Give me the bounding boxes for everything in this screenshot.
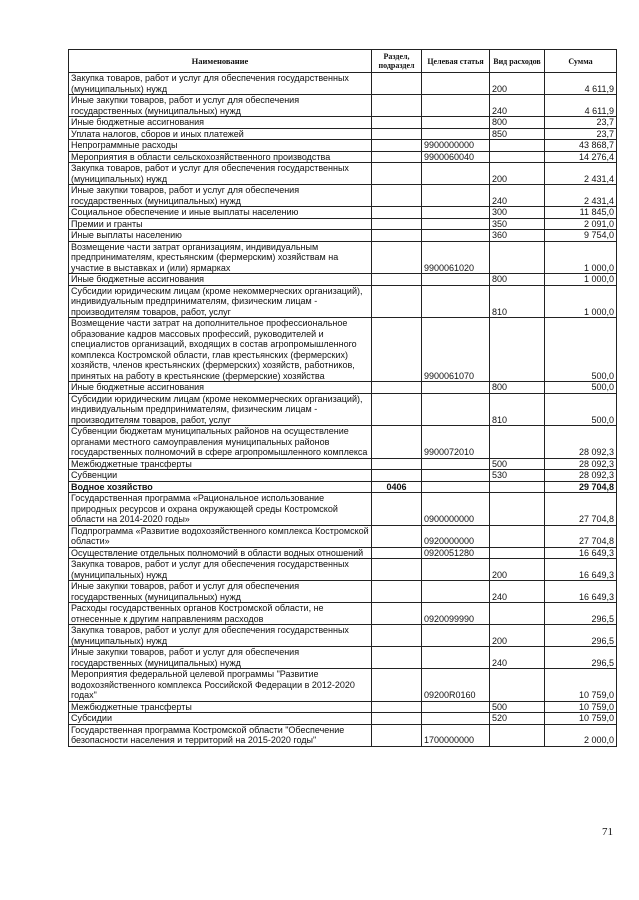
- row-name: Социальное обеспечение и иные выплаты населению: [69, 207, 372, 219]
- table-row: [69, 241, 617, 274]
- table-row: [69, 547, 617, 559]
- row-vid: 240: [490, 95, 545, 117]
- table-row: [69, 140, 617, 152]
- row-name: Иные бюджетные ассигнования: [69, 274, 372, 286]
- row-target: 9900000000: [422, 140, 490, 152]
- row-target: [422, 285, 490, 318]
- row-section: [372, 547, 422, 559]
- row-section: [372, 151, 422, 163]
- row-section: [372, 581, 422, 603]
- table-row: [69, 470, 617, 482]
- row-vid: [490, 525, 545, 547]
- table-row: [69, 724, 617, 746]
- row-name: Иные закупки товаров, работ и услуг для обеспечения государственных (муниципальных) нужд: [69, 581, 372, 603]
- table-row: [69, 426, 617, 459]
- row-vid: 240: [490, 581, 545, 603]
- row-name: Мероприятия федеральной целевой программы "Развитие водохозяйственного комплекса Российской Федерации в 2012-2020 годах": [69, 669, 372, 702]
- budget-page: [68, 49, 616, 747]
- row-sum: 10 759,0: [545, 713, 617, 725]
- row-target: [422, 470, 490, 482]
- row-sum: 16 649,3: [545, 547, 617, 559]
- row-sum: 23,7: [545, 117, 617, 129]
- table-row: [69, 128, 617, 140]
- row-target: 0920099990: [422, 603, 490, 625]
- row-vid: 520: [490, 713, 545, 725]
- table-row: [69, 230, 617, 242]
- row-vid: 810: [490, 285, 545, 318]
- row-vid: 200: [490, 625, 545, 647]
- row-sum: 1 000,0: [545, 285, 617, 318]
- table-row: [69, 481, 617, 493]
- row-target: [422, 647, 490, 669]
- row-name: Уплата налогов, сборов и иных платежей: [69, 128, 372, 140]
- header-name: Наименование: [69, 50, 372, 73]
- row-section: [372, 647, 422, 669]
- table-row: [69, 274, 617, 286]
- row-name: Иные закупки товаров, работ и услуг для обеспечения государственных (муниципальных) нужд: [69, 95, 372, 117]
- row-target: [422, 73, 490, 95]
- row-section: [372, 559, 422, 581]
- row-name: Субвенции: [69, 470, 372, 482]
- row-target: 9900061070: [422, 318, 490, 382]
- table-row: [69, 625, 617, 647]
- row-vid: 350: [490, 218, 545, 230]
- row-section: [372, 140, 422, 152]
- row-name: Иные бюджетные ассигнования: [69, 382, 372, 394]
- row-vid: 240: [490, 647, 545, 669]
- row-target: 0900000000: [422, 493, 490, 526]
- row-section: [372, 95, 422, 117]
- row-sum: 29 704,8: [545, 481, 617, 493]
- table-row: [69, 458, 617, 470]
- table-row: [69, 218, 617, 230]
- row-vid: [490, 140, 545, 152]
- row-vid: [490, 493, 545, 526]
- row-target: [422, 218, 490, 230]
- header-target: Целевая статья: [422, 50, 490, 73]
- header-sum: Сумма: [545, 50, 617, 73]
- row-name: Иные бюджетные ассигнования: [69, 117, 372, 129]
- row-section: [372, 669, 422, 702]
- row-target: [422, 581, 490, 603]
- row-target: [422, 393, 490, 426]
- row-target: 1700000000: [422, 724, 490, 746]
- row-section: [372, 285, 422, 318]
- row-target: [422, 185, 490, 207]
- row-sum: 28 092,3: [545, 458, 617, 470]
- table-row: [69, 493, 617, 526]
- row-target: [422, 713, 490, 725]
- row-target: [422, 382, 490, 394]
- row-sum: 296,5: [545, 625, 617, 647]
- row-name: Закупка товаров, работ и услуг для обеспечения государственных (муниципальных) нужд: [69, 625, 372, 647]
- row-target: [422, 95, 490, 117]
- table-row: [69, 73, 617, 95]
- row-name: Государственная программа «Рациональное использование природных ресурсов и охрана окружающей среды Костромской области на 2014-2020 годы»: [69, 493, 372, 526]
- row-sum: 28 092,3: [545, 426, 617, 459]
- row-vid: 800: [490, 382, 545, 394]
- row-section: [372, 230, 422, 242]
- row-sum: 16 649,3: [545, 559, 617, 581]
- row-sum: 10 759,0: [545, 701, 617, 713]
- row-vid: 800: [490, 117, 545, 129]
- table-row: [69, 713, 617, 725]
- row-sum: 23,7: [545, 128, 617, 140]
- row-section: [372, 218, 422, 230]
- row-section: [372, 470, 422, 482]
- row-name: Иные закупки товаров, работ и услуг для обеспечения государственных (муниципальных) нужд: [69, 647, 372, 669]
- row-sum: 4 611,9: [545, 73, 617, 95]
- row-name: Закупка товаров, работ и услуг для обеспечения государственных (муниципальных) нужд: [69, 73, 372, 95]
- row-section: [372, 117, 422, 129]
- row-vid: [490, 318, 545, 382]
- row-sum: 9 754,0: [545, 230, 617, 242]
- row-sum: 2 431,4: [545, 185, 617, 207]
- row-sum: 296,5: [545, 603, 617, 625]
- row-vid: 300: [490, 207, 545, 219]
- row-sum: 27 704,8: [545, 493, 617, 526]
- row-sum: 16 649,3: [545, 581, 617, 603]
- row-sum: 4 611,9: [545, 95, 617, 117]
- row-section: [372, 701, 422, 713]
- row-target: 9900061020: [422, 241, 490, 274]
- row-section: [372, 382, 422, 394]
- row-sum: 27 704,8: [545, 525, 617, 547]
- row-sum: 296,5: [545, 647, 617, 669]
- table-row: [69, 581, 617, 603]
- row-vid: 240: [490, 185, 545, 207]
- row-name: Непрограммные расходы: [69, 140, 372, 152]
- row-section: [372, 241, 422, 274]
- row-vid: 800: [490, 274, 545, 286]
- row-section: [372, 73, 422, 95]
- row-sum: 10 759,0: [545, 669, 617, 702]
- table-row: [69, 701, 617, 713]
- table-row: [69, 647, 617, 669]
- row-sum: 2 431,4: [545, 163, 617, 185]
- row-target: [422, 230, 490, 242]
- row-section: [372, 525, 422, 547]
- row-section: [372, 207, 422, 219]
- table-row: [69, 393, 617, 426]
- row-section: [372, 426, 422, 459]
- table-row: [69, 185, 617, 207]
- row-vid: 360: [490, 230, 545, 242]
- row-section: [372, 163, 422, 185]
- row-vid: [490, 547, 545, 559]
- page-number: 71: [602, 826, 613, 838]
- row-target: [422, 163, 490, 185]
- row-target: 0920051280: [422, 547, 490, 559]
- row-vid: [490, 724, 545, 746]
- row-section: [372, 393, 422, 426]
- row-section: [372, 493, 422, 526]
- row-name: Иные закупки товаров, работ и услуг для обеспечения государственных (муниципальных) нужд: [69, 185, 372, 207]
- row-vid: [490, 669, 545, 702]
- table-row: [69, 95, 617, 117]
- row-sum: 28 092,3: [545, 470, 617, 482]
- row-name: Премии и гранты: [69, 218, 372, 230]
- row-section: [372, 713, 422, 725]
- table-row: [69, 151, 617, 163]
- table-row: [69, 382, 617, 394]
- row-target: [422, 701, 490, 713]
- row-section: [372, 458, 422, 470]
- row-name: Субсидии юридическим лицам (кроме некоммерческих организаций), индивидуальным предпринимателям, физическим лицам - производителям товаров, работ, услуг: [69, 393, 372, 426]
- row-vid: 530: [490, 470, 545, 482]
- table-row: [69, 285, 617, 318]
- row-name: Закупка товаров, работ и услуг для обеспечения государственных (муниципальных) нужд: [69, 163, 372, 185]
- row-vid: 200: [490, 163, 545, 185]
- row-vid: [490, 481, 545, 493]
- row-sum: 1 000,0: [545, 241, 617, 274]
- row-name: Субсидии юридическим лицам (кроме некоммерческих организаций), индивидуальным предпринимателям, физическим лицам - производителям товаров, работ, услуг: [69, 285, 372, 318]
- table-row: [69, 559, 617, 581]
- row-name: Водное хозяйство: [69, 481, 372, 493]
- row-section: [372, 128, 422, 140]
- row-target: [422, 207, 490, 219]
- row-vid: 810: [490, 393, 545, 426]
- row-name: Расходы государственных органов Костромской области, не отнесенные к другим направлениям расходов: [69, 603, 372, 625]
- row-section: [372, 274, 422, 286]
- row-section: [372, 318, 422, 382]
- row-vid: [490, 426, 545, 459]
- row-target: 0920000000: [422, 525, 490, 547]
- table-body: [69, 73, 617, 747]
- row-target: [422, 128, 490, 140]
- row-target: 9900060040: [422, 151, 490, 163]
- header-section: Раздел, подраздел: [372, 50, 422, 73]
- row-section: 0406: [372, 481, 422, 493]
- row-vid: 850: [490, 128, 545, 140]
- row-sum: 14 276,4: [545, 151, 617, 163]
- row-target: [422, 559, 490, 581]
- row-name: Возмещение части затрат на дополнительное профессиональное образование кадров массовых профессий, руководителей и специалистов организаций, входящих в состав агропромышленного комплекса Костромской области, глав крестьянских (фермерских) хозяйств, членов крестьянских (фермерских) хозяйств, работников, принятых на работу в крестьянские (фермерские) хозяйства: [69, 318, 372, 382]
- row-target: 9900072010: [422, 426, 490, 459]
- row-name: Осуществление отдельных полномочий в области водных отношений: [69, 547, 372, 559]
- row-section: [372, 185, 422, 207]
- table-header-row: [69, 50, 617, 73]
- row-name: Закупка товаров, работ и услуг для обеспечения государственных (муниципальных) нужд: [69, 559, 372, 581]
- row-vid: 500: [490, 458, 545, 470]
- row-target: [422, 458, 490, 470]
- row-name: Субсидии: [69, 713, 372, 725]
- table-row: [69, 525, 617, 547]
- row-name: Мероприятия в области сельскохозяйственного производства: [69, 151, 372, 163]
- row-sum: 500,0: [545, 318, 617, 382]
- row-target: [422, 625, 490, 647]
- table-row: [69, 207, 617, 219]
- row-target: [422, 117, 490, 129]
- table-row: [69, 163, 617, 185]
- row-section: [372, 724, 422, 746]
- table-row: [69, 318, 617, 382]
- header-vid: Вид расходов: [490, 50, 545, 73]
- table-row: [69, 117, 617, 129]
- row-name: Межбюджетные трансферты: [69, 458, 372, 470]
- row-name: Подпрограмма «Развитие водохозяйственного комплекса Костромской области»: [69, 525, 372, 547]
- table-row: [69, 603, 617, 625]
- table-row: [69, 669, 617, 702]
- row-vid: 500: [490, 701, 545, 713]
- row-section: [372, 603, 422, 625]
- row-vid: 200: [490, 559, 545, 581]
- row-target: 09200R0160: [422, 669, 490, 702]
- budget-table: [68, 49, 617, 747]
- row-sum: 1 000,0: [545, 274, 617, 286]
- row-target: [422, 481, 490, 493]
- row-sum: 2 000,0: [545, 724, 617, 746]
- row-vid: 200: [490, 73, 545, 95]
- row-vid: [490, 603, 545, 625]
- row-name: Субвенции бюджетам муниципальных районов на осуществление органами местного самоуправления муниципальных районов государственных полномочий в сфере агропромышленного комплекса: [69, 426, 372, 459]
- row-vid: [490, 241, 545, 274]
- row-sum: 11 845,0: [545, 207, 617, 219]
- row-vid: [490, 151, 545, 163]
- row-sum: 500,0: [545, 393, 617, 426]
- row-name: Возмещение части затрат организациям, индивидуальным предпринимателям, крестьянским (фермерским) хозяйствам на участие в выставках и (или) ярмарках: [69, 241, 372, 274]
- row-sum: 2 091,0: [545, 218, 617, 230]
- row-target: [422, 274, 490, 286]
- row-sum: 43 868,7: [545, 140, 617, 152]
- row-name: Государственная программа Костромской области "Обеспечение безопасности населения и территорий на 2015-2020 годы": [69, 724, 372, 746]
- row-sum: 500,0: [545, 382, 617, 394]
- row-name: Межбюджетные трансферты: [69, 701, 372, 713]
- row-section: [372, 625, 422, 647]
- row-name: Иные выплаты населению: [69, 230, 372, 242]
